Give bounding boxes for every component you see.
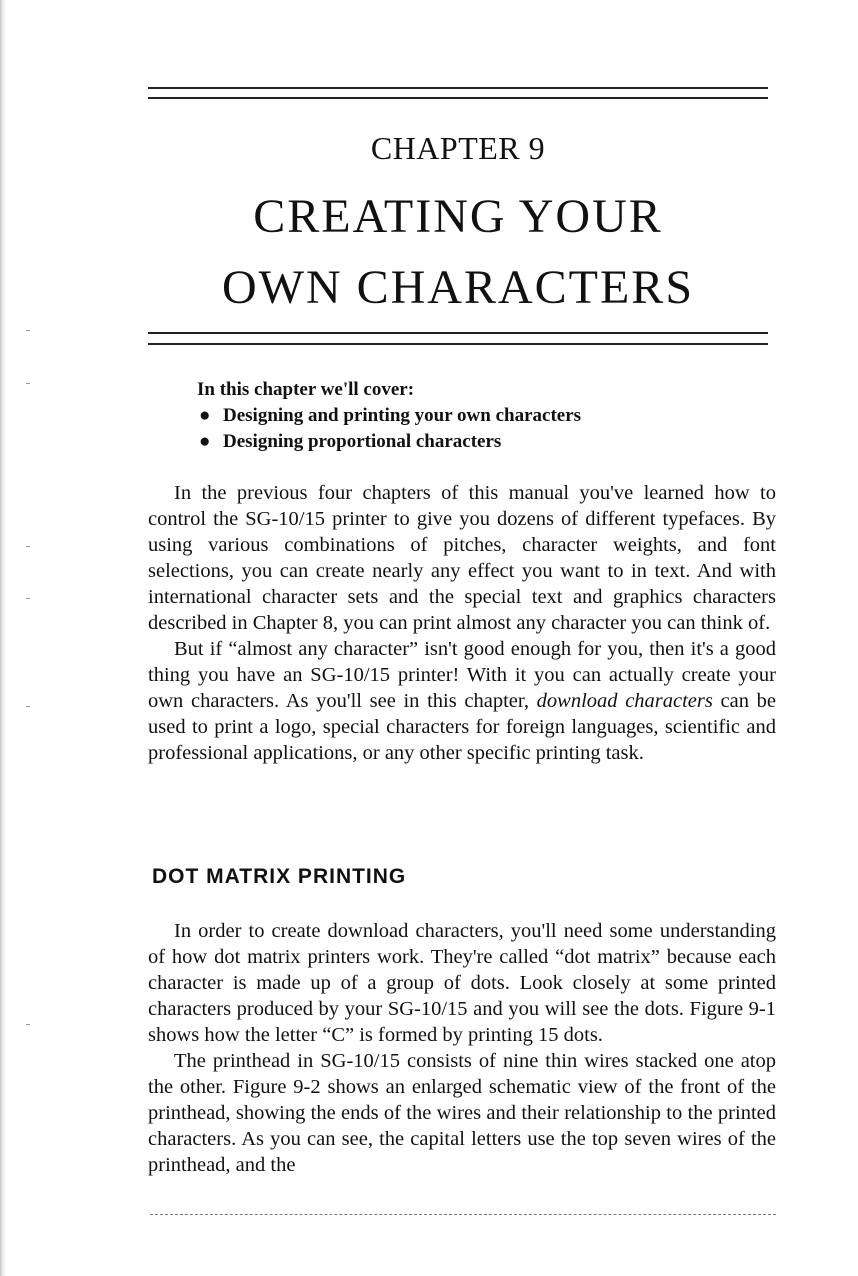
- section-heading: DOT MATRIX PRINTING: [152, 865, 407, 888]
- scan-mark: [26, 330, 30, 331]
- top-rule-lower: [148, 97, 768, 99]
- overview-item-text: Designing and printing your own characters: [223, 405, 582, 426]
- overview-item: [197, 403, 757, 429]
- dot-matrix-text: [148, 918, 776, 1178]
- intro-p2-text-b: can be used to print a logo, special characters for foreign languages, scientific and professional applications, or any other specific printing task.: [148, 690, 776, 764]
- overview-list: [197, 403, 757, 455]
- title-rule-lower: [148, 343, 768, 345]
- scan-mark: [26, 383, 30, 384]
- chapter-title-line2: OWN CHARACTERS: [221, 261, 695, 314]
- download-characters-term: download characters: [536, 690, 713, 712]
- chapter-number: CHAPTER 9: [370, 130, 546, 166]
- top-rule-upper: [148, 87, 768, 89]
- intro-p2-text-a: But if “almost any character” isn't good enough for you, then it's a good thing you have an SG-10/15 printer! With it you can actually create your own characters. As you'll see in this chapter,: [148, 638, 776, 712]
- title-rule-upper: [148, 332, 768, 334]
- chapter-title-line1: CREATING YOUR: [253, 190, 663, 243]
- chapter-overview: [197, 377, 757, 455]
- overview-heading: In this chapter we'll cover:: [197, 379, 415, 400]
- overview-item-text: Designing proportional characters: [223, 431, 502, 452]
- intro-paragraph-1: In the previous four chapters of this manual you've learned how to control the SG-10/15 printer to give you dozens of different typefaces. By using various combinations of pitches, character weights, and font selections, you can create nearly any effect you want to in text. And with international character sets and the special text and graphics characters described in Chapter 8, you can print almost any character you can think of.: [148, 482, 776, 634]
- scan-mark: [26, 1024, 30, 1025]
- scan-mark: [26, 546, 30, 547]
- bullet-icon: ●: [199, 431, 211, 452]
- scan-mark: [26, 706, 30, 707]
- intro-text: [148, 480, 776, 766]
- bottom-rule: [150, 1214, 776, 1215]
- dot-matrix-paragraph-1: In order to create download characters, you'll need some understanding of how dot matrix printers work. They're called “dot matrix” because each character is made up of a group of dots. Look closely at some printed characters produced by your SG-10/15 and you will see the dots. Figure 9-1 shows how the letter “C” is formed by printing 15 dots.: [148, 920, 776, 1046]
- dot-matrix-paragraph-2: The printhead in SG-10/15 consists of nine thin wires stacked one atop the other. Figure 9-2 shows an enlarged schematic view of the front of the printhead, showing the ends of the wires and their relationship to the printed characters. As you can see, the capital letters use the top seven wires of the printhead, and the: [148, 1050, 776, 1176]
- bullet-icon: ●: [199, 405, 211, 426]
- scan-mark: [26, 598, 30, 599]
- intro-paragraph-2: [148, 636, 776, 766]
- overview-item: [197, 429, 757, 455]
- binding-edge: [0, 0, 6, 1276]
